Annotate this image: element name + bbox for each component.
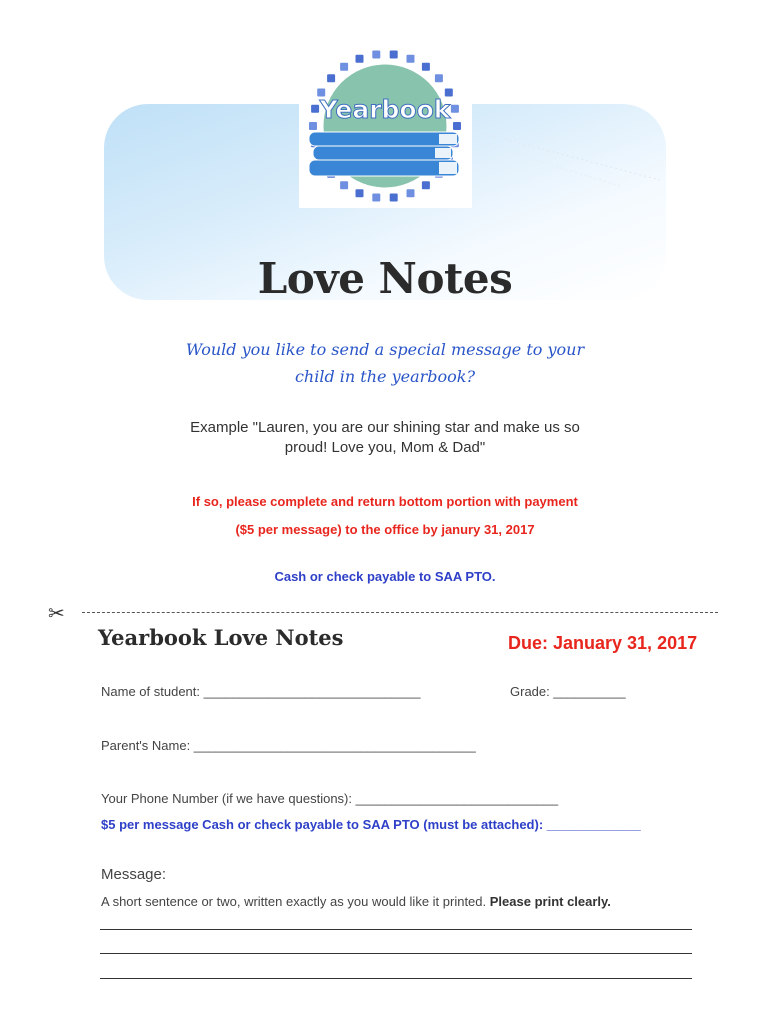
- logo-bead: [406, 54, 416, 64]
- intro-question: Would you like to send a special message to your child in the yearbook?: [185, 340, 585, 386]
- logo-text: Yearbook: [319, 95, 451, 124]
- yearbook-logo: [299, 48, 472, 208]
- logo-bead: [421, 180, 431, 190]
- parent-name-field[interactable]: Parent's Name: _______________________________________: [101, 738, 476, 753]
- logo-bead: [339, 62, 349, 72]
- logo-bead: [355, 54, 365, 64]
- payment-note: Cash or check payable to SAA PTO.: [274, 569, 496, 584]
- logo-bead: [450, 104, 460, 114]
- logo-bead: [389, 50, 399, 60]
- payment-field[interactable]: $5 per message Cash or check payable to SAA PTO (must be attached): _____________: [101, 817, 641, 832]
- logo-bead: [421, 62, 431, 72]
- dashed-divider: [82, 612, 718, 613]
- logo-bead: [308, 121, 318, 131]
- message-line-2[interactable]: [100, 953, 692, 954]
- message-line-3[interactable]: [100, 978, 692, 979]
- form-title: Yearbook Love Notes: [98, 625, 344, 650]
- grade-field[interactable]: Grade: __________: [510, 684, 626, 699]
- logo-bead: [406, 188, 416, 198]
- logo-bead: [434, 73, 444, 83]
- message-label: Message:: [101, 866, 167, 883]
- instructions-line-2: ($5 per message) to the office by janury 31, 2017: [235, 522, 535, 537]
- logo-bead: [452, 121, 462, 131]
- scissors-icon: ✂: [48, 603, 65, 625]
- logo-bead: [326, 73, 336, 83]
- message-line-1[interactable]: [100, 929, 692, 930]
- message-hint: [101, 894, 611, 909]
- student-name-field[interactable]: Name of student: ______________________________: [101, 684, 421, 699]
- message-hint-bold: Please print clearly.: [489, 894, 611, 909]
- example-message: Example "Lauren, you are our shining star and make us so proud! Love you, Mom & Dad": [190, 419, 580, 456]
- logo-bead: [355, 188, 365, 198]
- instructions-line-1: If so, please complete and return bottom portion with payment: [192, 494, 578, 509]
- logo-bead: [339, 180, 349, 190]
- page-title: Love Notes: [257, 254, 513, 303]
- banner-decoration: [470, 120, 660, 190]
- return-instructions: [150, 488, 620, 544]
- message-hint-text: A short sentence or two, written exactly as you would like it printed.: [101, 894, 487, 909]
- logo-bead: [371, 50, 381, 60]
- yearbook-logo-graphic: [299, 48, 472, 208]
- logo-bead: [371, 193, 381, 203]
- logo-bead: [389, 193, 399, 203]
- phone-number-field[interactable]: Your Phone Number (if we have questions): ____________________________: [101, 791, 559, 806]
- due-date: Due: January 31, 2017: [508, 633, 698, 653]
